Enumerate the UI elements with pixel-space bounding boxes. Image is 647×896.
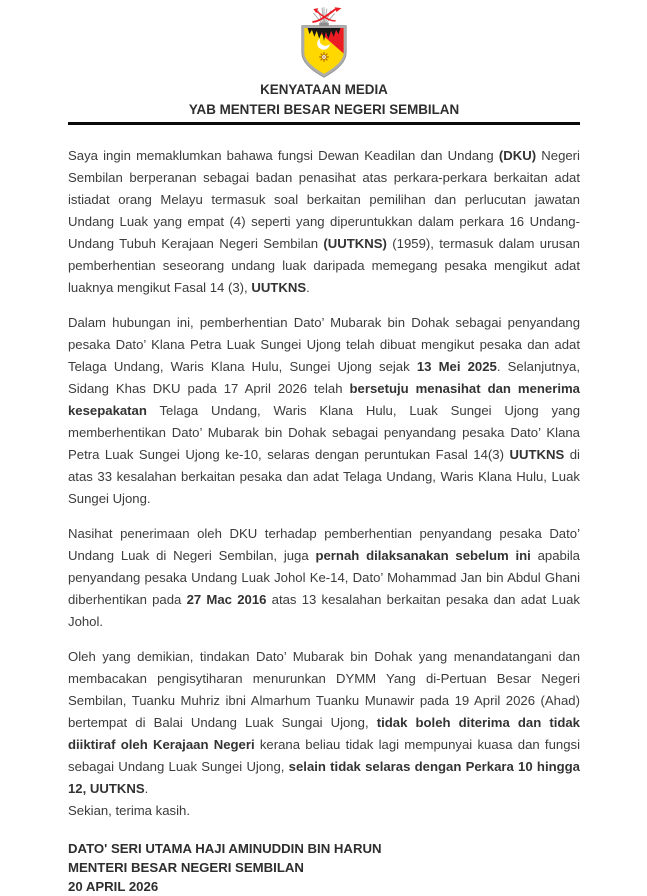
bold-text-run: (DKU) bbox=[498, 148, 537, 163]
text-run: Oleh yang demikian, tindakan Dato’ Mubarak bin Dohak yang menandatangani dan membacakan pengisytiharan menurunkan DYMM Yang di-Pertuan Besar Negeri Sembilan, Tuanku Muhriz ibni Almarhum Tuanku Munawir pada 19 April 2026 (Ahad) bertempat di Balai Undang Luak Sungai Ujong, bbox=[68, 649, 580, 730]
crest-star bbox=[319, 52, 329, 62]
text-run: Saya ingin memaklumkan bahawa fungsi Dewan Keadilan dan Undang bbox=[68, 148, 499, 163]
text-run: Negeri Sembilan berperanan sebagai badan penasihat atas perkara-perkara berkaitan adat istiadat orang Melayu termasuk soal berkaitan pemilihan dan perlucutan jawatan Undang Luak yang empat (4) seperti yang diperuntukkan dalam perkara 16 Undang-Undang Tubuh Kerajaan Negeri Sembilan bbox=[68, 148, 580, 251]
text-run: apabila penyandang pesaka Undang Luak Johol Ke-14, Dato’ Mohammad Jan bin Abdul Ghani diberhentikan pada bbox=[68, 548, 580, 607]
text-run: Nasihat penerimaan oleh DKU terhadap pemberhentian penyandang pesaka Dato’ Undang Luak di Negeri Sembilan, juga bbox=[68, 526, 580, 563]
signature-name: DATO' SERI UTAMA HAJI AMINUDDIN BIN HARUN bbox=[68, 841, 382, 856]
paragraph-3 bbox=[68, 523, 580, 633]
text-run: di atas 33 kesalahan berkaitan pesaka dan adat Telaga Undang, Waris Klana Hulu, Luak Sungei Ujong. bbox=[68, 447, 580, 506]
paragraph-4 bbox=[68, 646, 580, 800]
text-run: . bbox=[306, 280, 310, 295]
text-run: . Selanjutnya, Sidang Khas DKU pada 17 April 2026 telah bbox=[68, 359, 580, 396]
bold-text-run: bersetuju menasihat dan menerima kesepakatan bbox=[68, 381, 580, 418]
bold-text-run: UUTKNS bbox=[509, 447, 565, 462]
bold-text-run: pernah dilaksanakan sebelum ini bbox=[315, 548, 531, 563]
signature-block bbox=[68, 839, 580, 896]
text-run: (1959), termasuk dalam urusan pemberhentian seseorang undang luak daripada memegang pesaka mengikut adat luaknya mengikut Fasal 14 (3), bbox=[68, 236, 580, 295]
document-title-line2: YAB MENTERI BESAR NEGERI SEMBILAN bbox=[188, 101, 460, 117]
signature-title: MENTERI BESAR NEGERI SEMBILAN bbox=[68, 860, 304, 875]
text-run: kerana beliau tidak lagi mempunyai kuasa dan fungsi sebagai Undang Luak Sungei Ujong, bbox=[68, 737, 581, 774]
crest-base bbox=[319, 23, 329, 26]
text-run: atas 13 kesalahan berkaitan pesaka dan adat Luak Johol. bbox=[68, 592, 580, 629]
document-title-line1: KENYATAAN MEDIA bbox=[260, 82, 388, 97]
bold-text-run: 27 Mac 2016 bbox=[186, 592, 267, 607]
crest-container bbox=[68, 6, 580, 79]
signature-date: 20 APRIL 2026 bbox=[68, 879, 159, 894]
closing-line: Sekian, terima kasih. bbox=[68, 803, 190, 818]
bold-text-run: 13 Mei 2025 bbox=[416, 359, 497, 374]
bold-text-run: tidak boleh diterima dan tidak diiktiraf oleh Kerajaan Negeri bbox=[68, 715, 580, 752]
document-body bbox=[68, 145, 580, 822]
text-run: Telaga Undang, Waris Klana Hulu, Luak Sungei Ujong yang memberhentikan Dato’ Mubarak bin Dohak sebagai penyandang pesaka Dato’ Klana Petra Luak Sungei Ujong ke-10, selaras dengan peruntukan Fasal 14(3) bbox=[68, 403, 580, 462]
text-run: Dalam hubungan ini, pemberhentian Dato’ Mubarak bin Dohak sebagai penyandang pesaka Dato’ Klana Petra Luak Sungei Ujong telah dibuat mengikut pesaka dan adat Telaga Undang, Waris Klana Hulu, Sungei Ujong sejak bbox=[68, 315, 580, 374]
text-run: . bbox=[144, 781, 149, 796]
header-divider-rule bbox=[68, 122, 580, 125]
bold-text-run: selain tidak selaras dengan Perkara 10 hingga 12, UUTKNS bbox=[68, 759, 580, 796]
bold-text-run: UUTKNS bbox=[251, 280, 307, 295]
bold-text-run: (UUTKNS) bbox=[323, 236, 387, 251]
paragraph-2 bbox=[68, 312, 580, 510]
negeri-sembilan-crest-icon bbox=[295, 6, 353, 79]
paragraph-1 bbox=[68, 145, 580, 299]
